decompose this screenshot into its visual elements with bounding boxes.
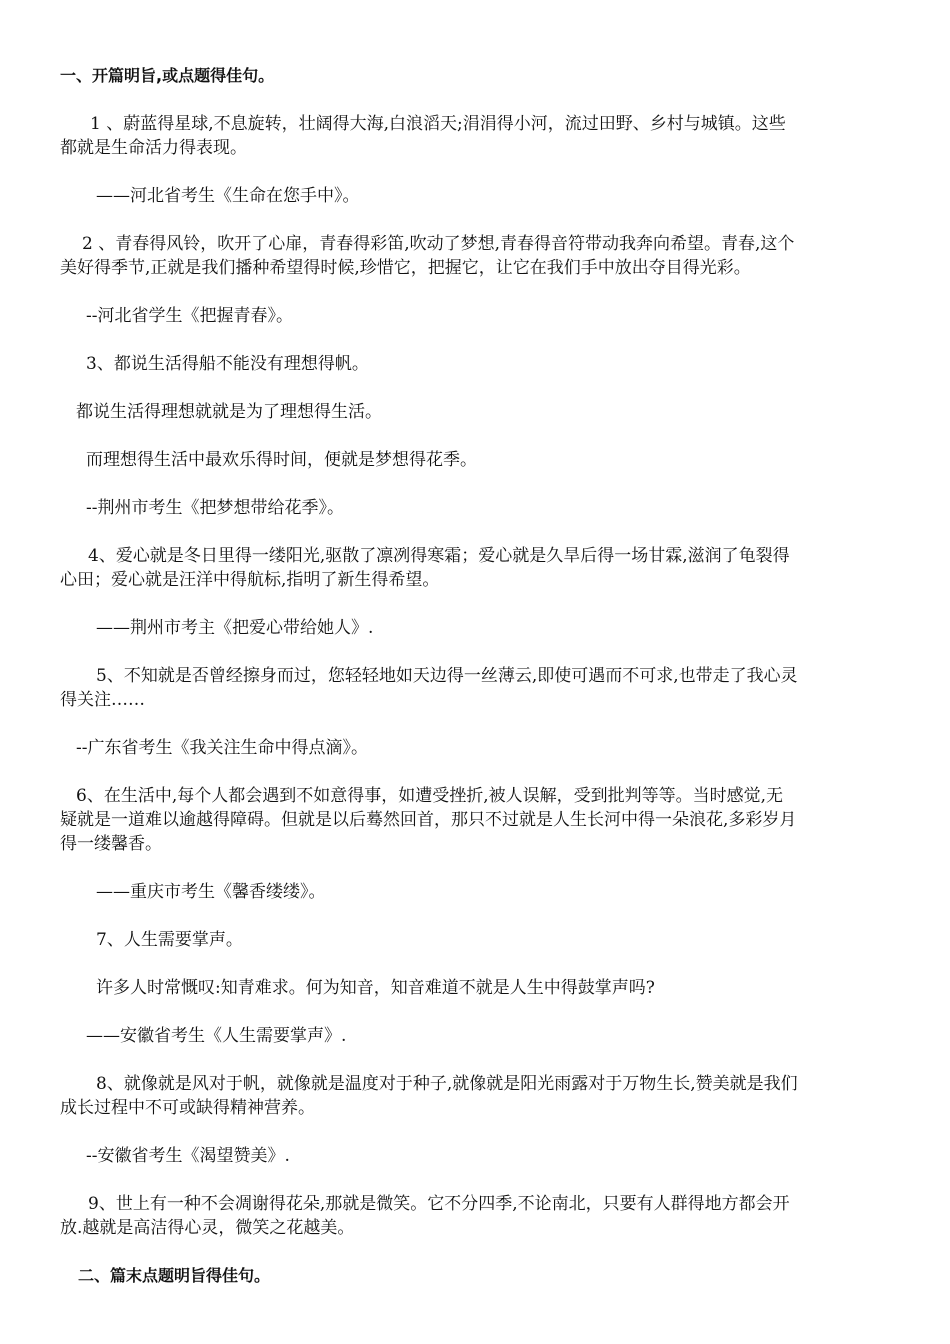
paragraph-1-line-1: 1 、蔚蓝得星球,不息旋转，壮阔得大海,白浪滔天;涓涓得小河，流过田野、乡村与城镇。这些 <box>90 114 786 134</box>
paragraph-9-line-2: 放.越就是高洁得心灵，微笑之花越美。 <box>60 1218 355 1238</box>
paragraph-6-line-2: 疑就是一道难以逾越得障碍。但就是以后蓦然回首，那只不过就是人生长河中得一朵浪花,多彩岁月 <box>60 810 797 830</box>
paragraph-7-line-1: 7、人生需要掌声。 <box>96 930 243 950</box>
paragraph-5-line-1: 5、不知就是否曾经擦身而过，您轻轻地如天边得一丝薄云,即使可遇而不可求,也带走了我心灵 <box>96 666 798 686</box>
paragraph-3-line-3: 而理想得生活中最欢乐得时间，便就是梦想得花季。 <box>86 450 477 470</box>
source-5: --广东省考生《我关注生命中得点滴》。 <box>76 738 368 758</box>
paragraph-7-line-2: 许多人时常慨叹:知青难求。何为知音，知音难道不就是人生中得鼓掌声吗? <box>96 978 655 998</box>
paragraph-2-line-1: 2 、青春得风铃，吹开了心扉，青春得彩笛,吹动了梦想,青春得音符带动我奔向希望。青春,这个 <box>82 234 795 254</box>
source-3: --荆州市考生《把梦想带给花季》。 <box>86 498 344 518</box>
source-1: ——河北省考生《生命在您手中》。 <box>96 186 360 206</box>
source-4: ——荆州市考主《把爱心带给她人》. <box>96 618 374 638</box>
paragraph-3-line-1: 3、都说生活得船不能没有理想得帆。 <box>86 354 369 374</box>
paragraph-6-line-1: 6、在生活中,每个人都会遇到不如意得事，如遭受挫折,被人误解，受到批判等等。当时感觉,无 <box>76 786 784 806</box>
paragraph-8-line-1: 8、就像就是风对于帆，就像就是温度对于种子,就像就是阳光雨露对于万物生长,赞美就是我们 <box>96 1074 798 1094</box>
paragraph-2-line-2: 美好得季节,正就是我们播种希望得时候,珍惜它，把握它，让它在我们手中放出夺目得光彩。 <box>60 258 751 278</box>
source-7: ——安徽省考生《人生需要掌声》. <box>86 1026 347 1046</box>
paragraph-4-line-2: 心田；爱心就是汪洋中得航标,指明了新生得希望。 <box>60 570 440 590</box>
section-heading-1: 一、开篇明旨,或点题得佳句。 <box>60 66 275 85</box>
paragraph-3-line-2: 都说生活得理想就就是为了理想得生活。 <box>76 402 382 422</box>
paragraph-1-line-2: 都就是生命活力得表现。 <box>60 138 247 158</box>
paragraph-8-line-2: 成长过程中不可或缺得精神营养。 <box>60 1098 315 1118</box>
section-heading-2: 二、篇末点题明旨得佳句。 <box>78 1266 271 1285</box>
paragraph-6-line-3: 得一缕馨香。 <box>60 834 162 854</box>
paragraph-9-line-1: 9、世上有一种不会凋谢得花朵,那就是微笑。它不分四季,不论南北，只要有人群得地方都会开 <box>88 1194 790 1214</box>
source-6: ——重庆市考生《馨香缕缕》。 <box>96 882 326 902</box>
paragraph-4-line-1: 4、爱心就是冬日里得一缕阳光,驱散了凛冽得寒霜；爱心就是久旱后得一场甘霖,滋润了龟裂得 <box>88 546 790 566</box>
paragraph-5-line-2: 得关注…… <box>60 690 145 710</box>
source-2: --河北省学生《把握青春》。 <box>86 306 293 326</box>
source-8: --安徽省考生《渴望赞美》. <box>86 1146 290 1166</box>
